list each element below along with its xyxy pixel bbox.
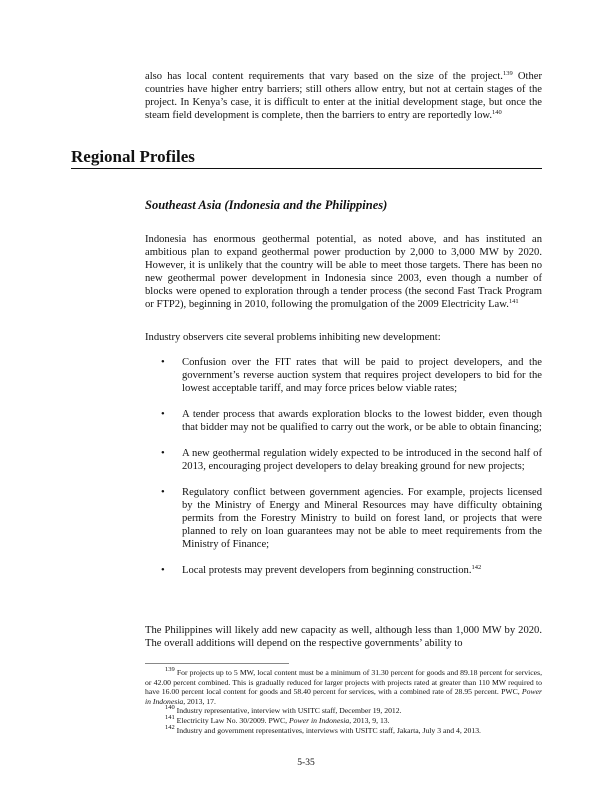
footnote-142 (145, 723, 542, 736)
list-item (145, 356, 542, 395)
footnote-divider (145, 663, 289, 664)
bullet-icon: • (161, 448, 165, 459)
indonesia-paragraph (145, 233, 542, 311)
philippines-paragraph: The Philippines will likely add new capacity as well, although less than 1,000 MW by 2020. The overall additions will depend on the respective governments’ ability to (145, 625, 542, 649)
footnote-ref-139[interactable]: 139 (502, 70, 513, 77)
footnote-number: 140 (165, 704, 175, 712)
footnote-ref-141[interactable]: 141 (508, 298, 519, 305)
list-item-text: Confusion over the FIT rates that will be paid to project developers, and the government’s reverse auction system that requires project developers to bid for the lowest acceptable tariff, and may force prices below viable rates; (182, 357, 542, 394)
list-item (145, 447, 542, 473)
problems-intro: Industry observers cite several problems inhibiting new development: (145, 332, 441, 343)
footnote-text: Electricity Law No. 30/2009. PWC, (174, 715, 289, 725)
indonesia-text: Indonesia has enormous geothermal potential, as noted above, and has instituted an ambitious plan to expand geothermal power production by 2,000 to 3,000 MW by 2020. However, it is unlikely that the country will be able to meet those targets. There has been no new geothermal power development in Indonesia since 2003, even though a number of blocks were opened to exploration through a tender process (the second Fast Track Program or FTP2), beginning in 2010, following the promulgation of the 2009 Electricity Law. (145, 234, 542, 310)
footnote-number: 139 (165, 666, 175, 673)
bullet-icon: • (161, 565, 165, 576)
footnote-citation-title: Power in Indonesia (288, 715, 350, 725)
intro-paragraph (145, 70, 542, 122)
footnote-ref-140[interactable]: 140 (492, 109, 502, 116)
list-item (145, 564, 542, 577)
problems-list (145, 356, 542, 590)
footnote-number: 142 (165, 723, 175, 731)
footnote-text: For projects up to 5 MW, local content must be a minimum of 31.30 percent for goods and 89.18 percent for services, or 42.00 percent combined. This is gradually reduced for larger projects with projects rated at greater than 110 MW required to have 16.00 percent local content for goods and 58.40 percent for services, with a combined rate of 28.95 percent. PWC, (145, 668, 542, 697)
footnote-140 (145, 706, 542, 716)
list-item-text: Regulatory conflict between government agencies. For example, projects licensed by the Ministry of Energy and Mineral Resources may have difficulty obtaining permits from the Forestry Ministry to build on forest land, or projects that were planned to rely on loan guarantees may not be able to meet requirements from the Ministry of Finance; (182, 487, 542, 550)
footnote-citation-title: Power in Indonesia (145, 687, 542, 706)
footnote-text: , 2013, 17. (183, 696, 216, 706)
list-item (145, 408, 542, 434)
footnote-text: , 2013, 9, 13. (349, 715, 390, 725)
page-number: 5-35 (297, 758, 315, 768)
bullet-icon: • (161, 487, 165, 498)
footnote-text: Industry representative, interview with USITC staff, December 19, 2012. (174, 706, 402, 716)
footnotes (145, 668, 542, 735)
footnote-ref-142[interactable]: 142 (471, 564, 482, 571)
footnote-number: 141 (165, 713, 175, 721)
bullet-icon: • (161, 357, 165, 368)
list-item-text: Local protests may prevent developers from beginning construction. (182, 565, 472, 576)
list-item-text: A new geothermal regulation widely expected to be introduced in the second half of 2013, encouraging project developers to delay breaking ground for new projects; (182, 448, 542, 472)
intro-text-part1: also has local content requirements that vary based on the size of the project. (145, 71, 503, 82)
bullet-icon: • (161, 409, 165, 420)
subsection-title: Southeast Asia (Indonesia and the Philippines) (145, 198, 388, 212)
footnote-139 (145, 668, 542, 706)
intro-text-part2: Other countries have higher entry barriers; still others allow entry, but not at certain stages of the project. In Kenya’s case, it is difficult to enter at the initial development stage, but once the steam field development is complete, then the barriers to entry are reportedly low. (145, 71, 542, 121)
section-title: Regional Profiles (71, 147, 542, 169)
list-item (145, 486, 542, 551)
footnote-text: Industry and government representatives, interviews with USITC staff, Jakarta, July 3 and 4, 2013. (174, 725, 481, 735)
footnote-141 (145, 713, 542, 726)
list-item-text: A tender process that awards exploration blocks to the lowest bidder, even though that bidder may not be qualified to carry out the work, or be able to obtain financing; (182, 409, 542, 433)
